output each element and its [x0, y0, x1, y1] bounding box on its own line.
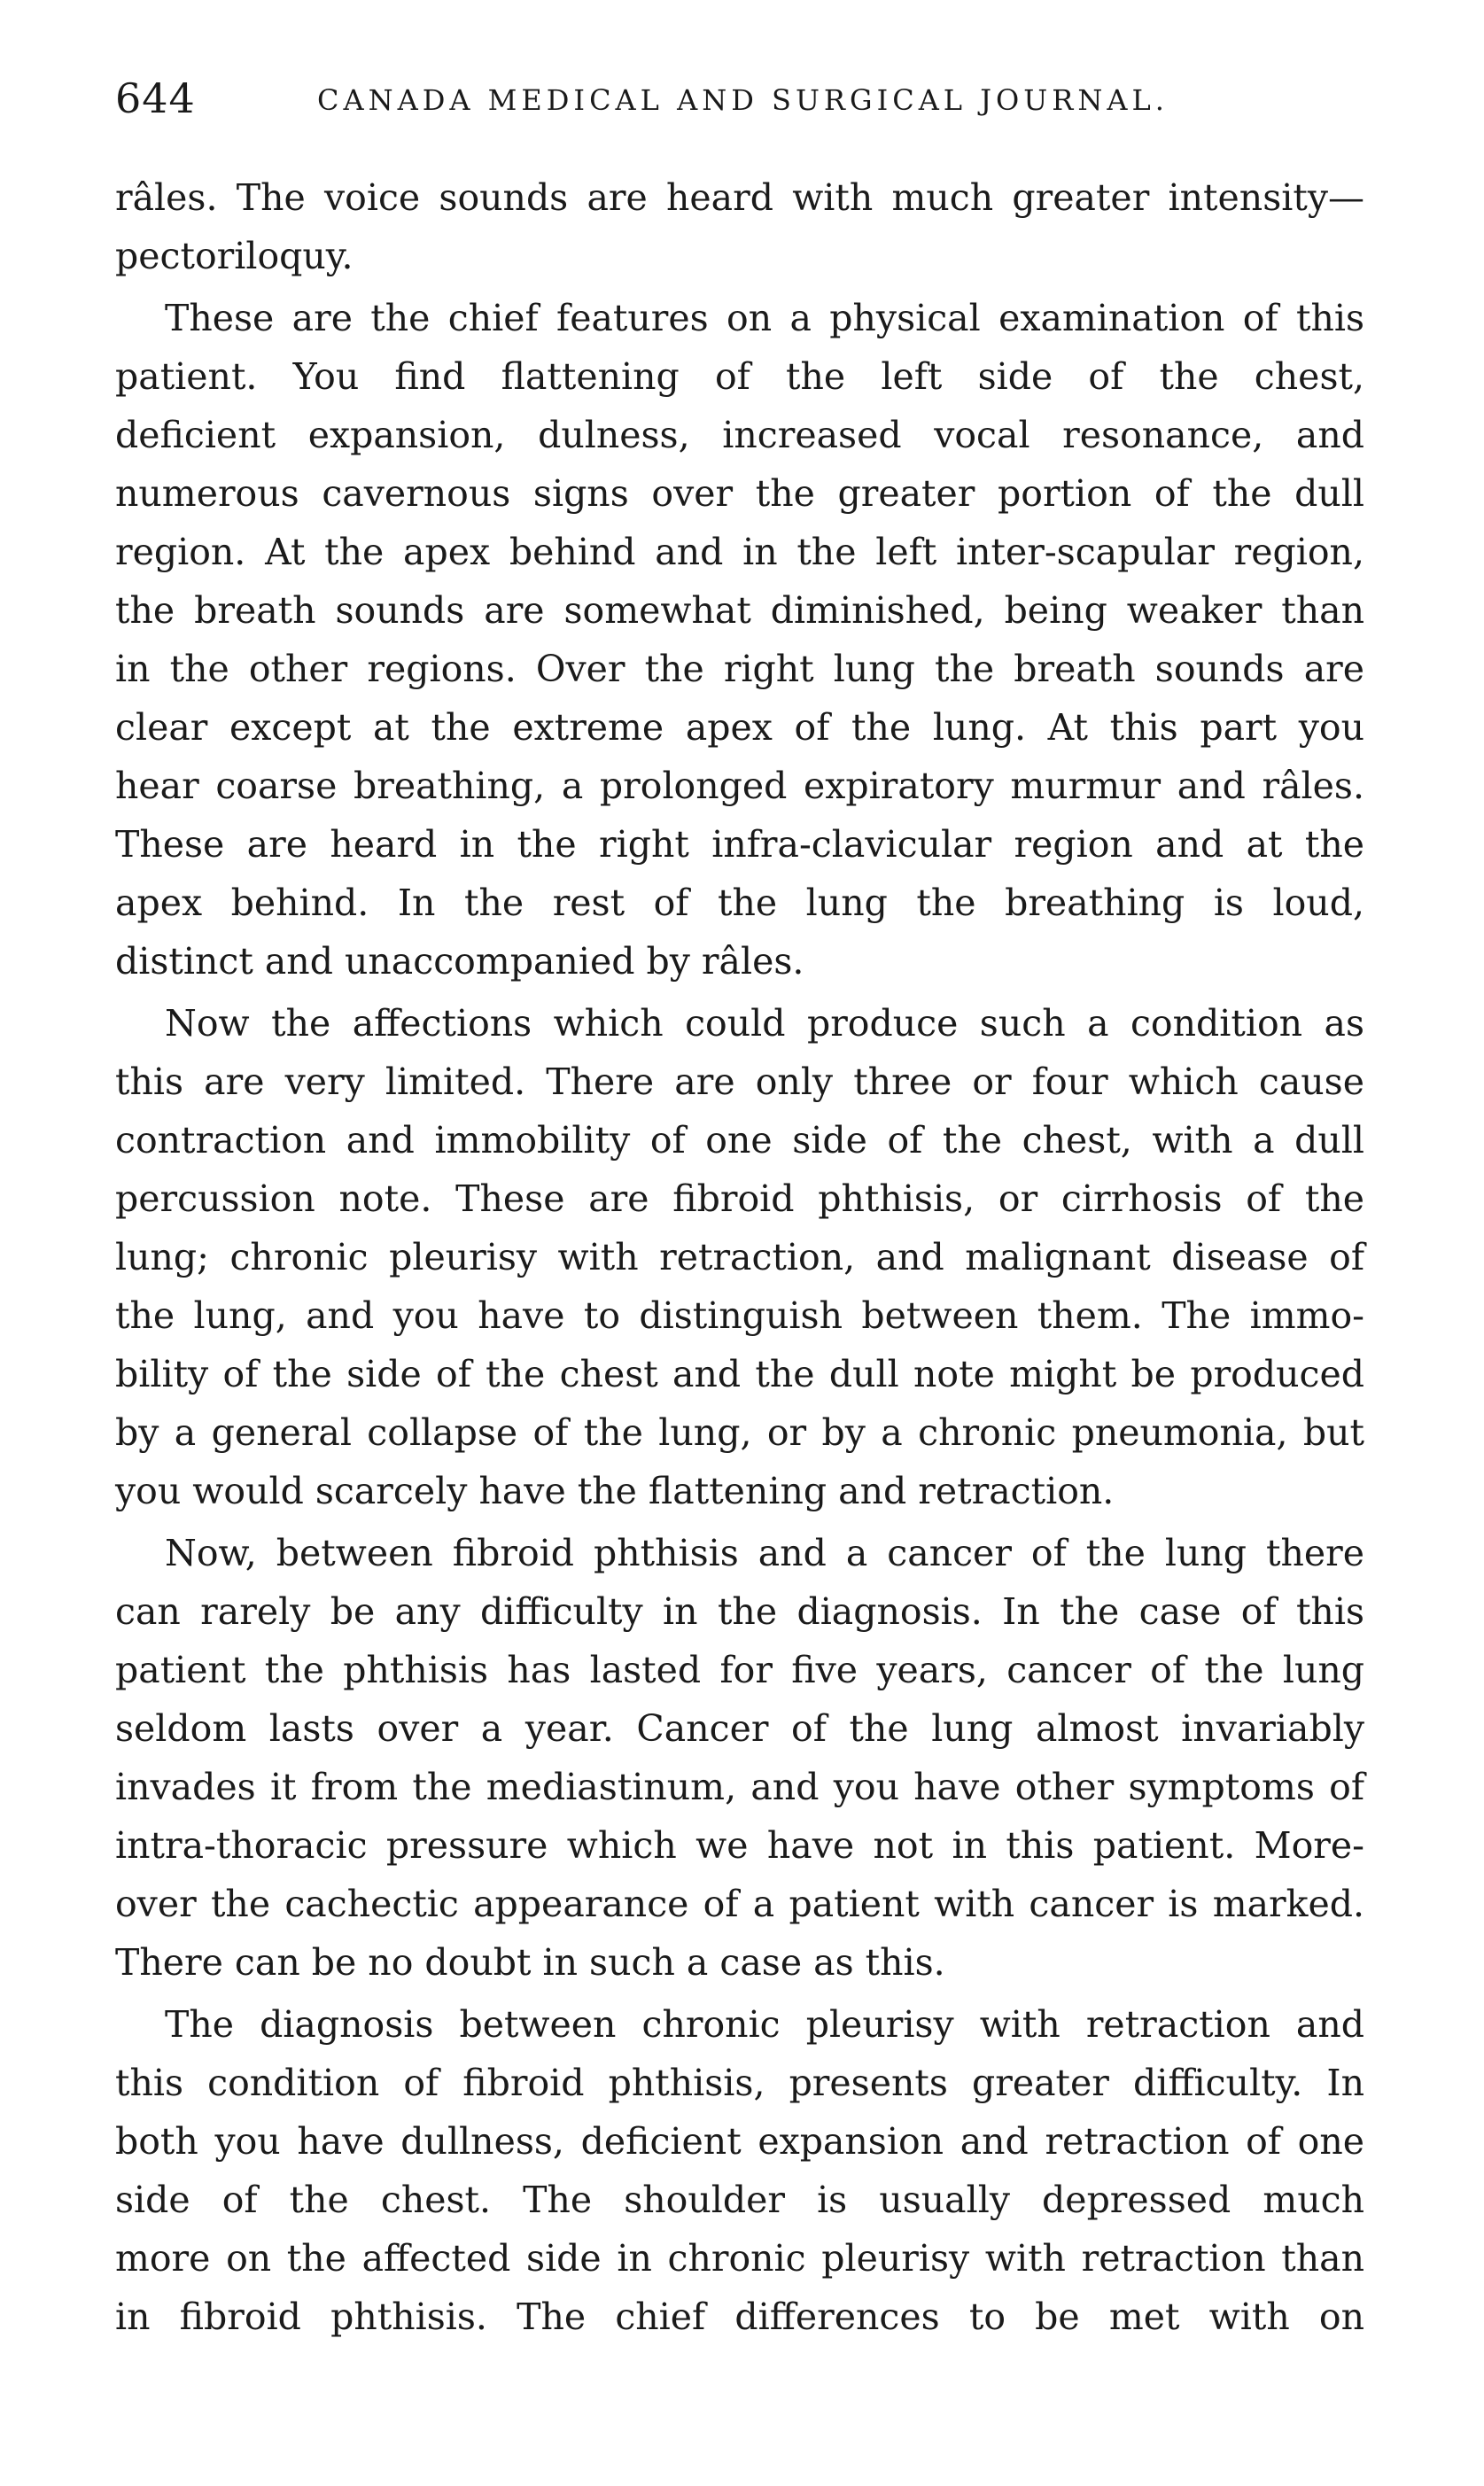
text-line: patient the phthisis has lasted for five years, cancer of the lung [115, 1649, 1364, 1691]
text-line: pectoriloquy. [115, 235, 354, 277]
text-line: invades it from the mediastinum, and you have other symptoms of [115, 1766, 1364, 1808]
running-head [115, 74, 1373, 128]
text-line: region. At the apex behind and in the left inter-scapular region, [115, 531, 1364, 573]
text-line: lung; chronic pleurisy with retraction, and malignant disease of [115, 1236, 1364, 1278]
text-line: you would scarcely have the flattening and retraction. [115, 1470, 1115, 1512]
text-line: hear coarse breathing, a prolonged expiratory murmur and râles. [115, 765, 1364, 807]
text-line: Now, between fibroid phthisis and a cancer of the lung there [165, 1532, 1364, 1574]
text-line: this condition of fibroid phthisis, presents greater difficulty. In [115, 2062, 1364, 2104]
text-line: clear except at the extreme apex of the lung. At this part you [115, 706, 1364, 749]
text-line: this are very limited. There are only three or four which cause [115, 1060, 1364, 1103]
text-line: contraction and immobility of one side of the chest, with a dull [115, 1119, 1364, 1161]
text-line: These are the chief features on a physical examination of this [165, 297, 1364, 339]
text-line: seldom lasts over a year. Cancer of the lung almost invariably [115, 1707, 1364, 1750]
text-line: distinct and unaccompanied by râles. [115, 940, 804, 983]
text-line: râles. The voice sounds are heard with much greater intensity— [115, 176, 1364, 219]
text-line: These are heard in the right infra-clavicular region and at the [115, 823, 1364, 866]
journal-title: CANADA MEDICAL AND SURGICAL JOURNAL. [317, 83, 1169, 117]
text-line: Now the affections which could produce such a condition as [165, 1002, 1364, 1045]
text-line: numerous cavernous signs over the greater portion of the dull [115, 472, 1364, 515]
text-line: There can be no doubt in such a case as this. [115, 1941, 945, 1984]
text-line: side of the chest. The shoulder is usually depressed much [115, 2179, 1364, 2221]
text-line: intra-thoracic pressure which we have not in this patient. More- [115, 1824, 1364, 1867]
text-line: percussion note. These are fibroid phthisis, or cirrhosis of the [115, 1177, 1364, 1220]
text-line: The diagnosis between chronic pleurisy with retraction and [165, 2003, 1364, 2046]
text-line: both you have dullness, deficient expansion and retraction of one [115, 2120, 1364, 2163]
text-line: over the cachectic appearance of a patient with cancer is marked. [115, 1883, 1364, 1925]
text-line: apex behind. In the rest of the lung the breathing is loud, [115, 882, 1364, 924]
page-number: 644 [115, 74, 196, 122]
text-line: bility of the side of the chest and the dull note might be produced [115, 1353, 1364, 1395]
text-line: by a general collapse of the lung, or by a chronic pneumonia, but [115, 1411, 1364, 1454]
text-line: more on the affected side in chronic pleurisy with retraction than [115, 2237, 1364, 2280]
text-line: the breath sounds are somewhat diminished, being weaker than [115, 589, 1364, 632]
text-line: in the other regions. Over the right lung the breath sounds are [115, 648, 1364, 690]
text-line: deficient expansion, dulness, increased vocal resonance, and [115, 414, 1364, 456]
text-line: the lung, and you have to distinguish between them. The immo- [115, 1294, 1364, 1337]
text-line: can rarely be any difficulty in the diagnosis. In the case of this [115, 1590, 1364, 1633]
text-line: patient. You find flattening of the left side of the chest, [115, 355, 1364, 398]
text-line: in fibroid phthisis. The chief differences to be met with on [115, 2296, 1364, 2338]
